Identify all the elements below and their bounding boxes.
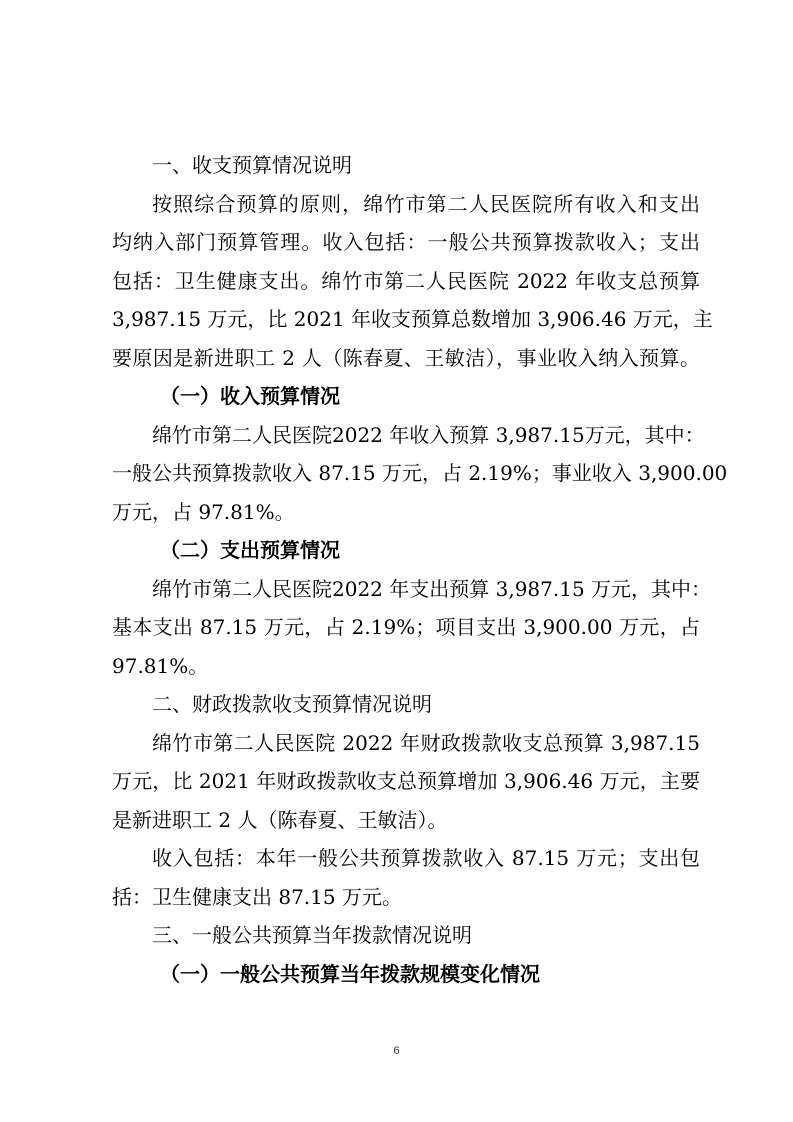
expense-paragraph bbox=[112, 570, 712, 686]
paragraph-line: 万元，比 2021 年财政拨款收支总预算增加 3,906.46 万元，主要 bbox=[112, 769, 700, 793]
paragraph-line: 3,987.15 万元，比 2021 年收支预算总数增加 3,906.46 万元，主 bbox=[112, 307, 713, 331]
section2-heading: 二、财政拨款收支预算情况说明 bbox=[152, 692, 432, 716]
paragraph-line: 绵竹市第二人民医院2022 年支出预算 3,987.15 万元，其中： bbox=[152, 576, 712, 601]
paragraph-line: 括：卫生健康支出 87.15 万元。 bbox=[112, 884, 402, 909]
paragraph-line: 均纳入部门预算管理。收入包括：一般公共预算拨款收入；支出 bbox=[112, 230, 700, 254]
paragraph-line: 万元，占 97.81%。 bbox=[112, 499, 295, 524]
section1-intro bbox=[112, 185, 713, 378]
section3-heading: 三、一般公共预算当年拨款情况说明 bbox=[152, 923, 472, 947]
income-paragraph bbox=[112, 416, 728, 532]
paragraph-line: 绵竹市第二人民医院2022 年收入预算 3,987.15万元，其中： bbox=[152, 422, 705, 447]
section1-heading: 一、收支预算情况说明 bbox=[152, 153, 352, 177]
income-heading: （一）收入预算情况 bbox=[160, 384, 340, 408]
paragraph-line: 97.81%。 bbox=[112, 653, 209, 678]
paragraph-line: 要原因是新进职工 2 人（陈春夏、王敏洁），事业收入纳入预算。 bbox=[112, 345, 700, 370]
section2-paragraph-2 bbox=[112, 839, 700, 916]
section3-subheading: （一）一般公共预算当年拨款规模变化情况 bbox=[160, 961, 540, 986]
paragraph-line: 绵竹市第二人民医院 2022 年财政拨款收支总预算 3,987.15 bbox=[152, 730, 700, 755]
paragraph-line: 包括：卫生健康支出。绵竹市第二人民医院 2022 年收支总预算 bbox=[112, 268, 700, 293]
paragraph-line: 基本支出 87.15 万元，占 2.19%；项目支出 3,900.00 万元，占 bbox=[112, 615, 700, 639]
paragraph-line: 按照综合预算的原则，绵竹市第二人民医院所有收入和支出 bbox=[152, 191, 700, 216]
page-content bbox=[112, 146, 728, 993]
page-number: 6 bbox=[393, 1045, 400, 1057]
paragraph-line: 一般公共预算拨款收入 87.15 万元，占 2.19%；事业收入 3,900.00 bbox=[112, 461, 728, 485]
paragraph-line: 是新进职工 2 人（陈春夏、王敏洁）。 bbox=[112, 807, 448, 832]
expense-heading: （二）支出预算情况 bbox=[160, 538, 340, 562]
section2-paragraph bbox=[112, 724, 700, 840]
paragraph-line: 收入包括：本年一般公共预算拨款收入 87.15 万元；支出包 bbox=[152, 846, 700, 870]
